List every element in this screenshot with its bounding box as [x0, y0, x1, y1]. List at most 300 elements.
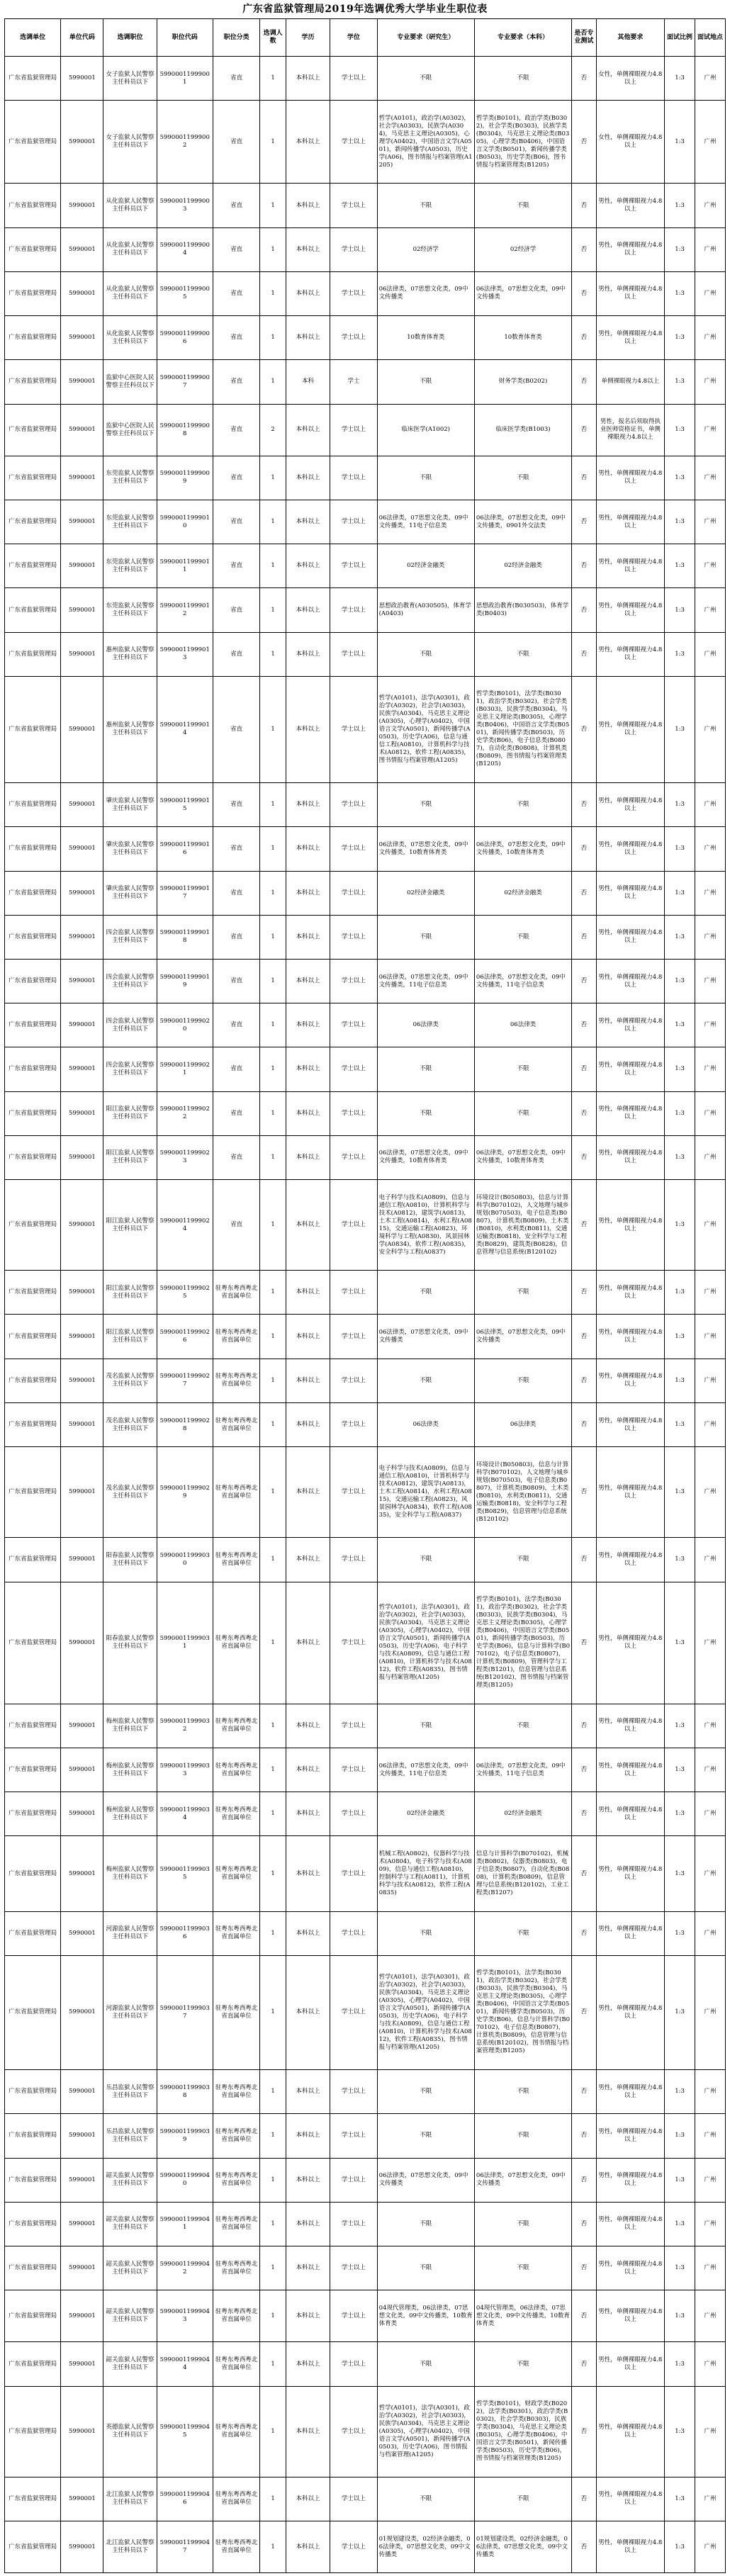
table-cell: 思想政治教育(A030505)，体育学(A0403): [377, 588, 474, 632]
table-cell: 1: [260, 2158, 286, 2202]
table-cell: 广东省监狱管理局: [5, 2158, 61, 2202]
table-row: [5, 588, 726, 632]
table-cell: 学士以上: [330, 1271, 378, 1315]
table-cell: 59900011999045: [157, 2386, 213, 2477]
table-row: [5, 2246, 726, 2290]
table-cell: 本科以上: [286, 1538, 330, 1582]
table-cell: 59900011999010: [157, 500, 213, 544]
table-cell: 驻粤东粤西粤北省直属单位: [213, 2070, 260, 2114]
table-cell: 02经济金融类: [377, 544, 474, 588]
table-cell: 男性，单侧裸眼视力4.8以上: [596, 827, 665, 871]
table-cell: 否: [572, 57, 596, 101]
table-cell: 1: [260, 676, 286, 782]
table-cell: 否: [572, 1359, 596, 1402]
table-cell: 省直: [213, 783, 260, 827]
table-cell: 否: [572, 1180, 596, 1271]
table-row: [5, 2158, 726, 2202]
table-row: [5, 1402, 726, 1446]
table-cell: 59900011999039: [157, 2114, 213, 2158]
table-cell: 否: [572, 101, 596, 184]
table-cell: 1:3: [665, 2202, 695, 2246]
table-cell: 1: [260, 227, 286, 271]
table-cell: 59900011999043: [157, 2290, 213, 2342]
table-cell: 广州: [695, 360, 726, 404]
table-cell: 男性，单侧裸眼视力4.8以上: [596, 184, 665, 227]
table-cell: 广州: [695, 2246, 726, 2290]
table-cell: 广东省监狱管理局: [5, 184, 61, 227]
table-cell: 1:3: [665, 184, 695, 227]
table-cell: 广州: [695, 1582, 726, 1704]
table-cell: 06法律类: [377, 1003, 474, 1047]
table-cell: 1:3: [665, 2290, 695, 2342]
table-cell: 06法律类，07思想文化类，09中文传播类: [474, 2158, 571, 2202]
table-cell: 广东省监狱管理局: [5, 1836, 61, 1911]
table-cell: 梅州监狱人民警察主任科员以下: [103, 1792, 157, 1836]
table-cell: 5990001: [61, 2158, 103, 2202]
table-cell: 东莞监狱人民警察主任科员以下: [103, 588, 157, 632]
table-cell: 学士以上: [330, 1911, 378, 1955]
column-header: 专业要求（研究生）: [377, 19, 474, 57]
table-cell: 学士以上: [330, 1582, 378, 1704]
table-cell: 59900011999037: [157, 1955, 213, 2069]
table-cell: 否: [572, 271, 596, 315]
table-cell: 本科以上: [286, 1271, 330, 1315]
table-cell: 广东省监狱管理局: [5, 1315, 61, 1359]
table-cell: 1:3: [665, 2070, 695, 2114]
table-cell: 学士以上: [330, 1047, 378, 1091]
table-cell: 学士以上: [330, 184, 378, 227]
table-cell: 不限: [474, 57, 571, 101]
table-cell: 学士以上: [330, 1402, 378, 1446]
table-cell: 02经济学: [377, 227, 474, 271]
table-cell: 学士以上: [330, 1792, 378, 1836]
table-cell: 1: [260, 1447, 286, 1538]
table-cell: 省直: [213, 184, 260, 227]
table-cell: 不限: [474, 1359, 571, 1402]
table-cell: 1: [260, 360, 286, 404]
table-cell: 59900011999032: [157, 1704, 213, 1748]
table-cell: 哲学(A0101)，法学(A0301)，政治学(A0302)，社会学(A0303)，民族学(A0304)，马克思主义理论(A0305)，心理学(A0402)，中国语言文学(A0501)，新闻传播学(A0503)，历史学(A06)，信息与通信工程(A0810)，计算机科学与技术(A0812)，软件工程(A0835)，图书情报与档案管理(A1205): [377, 676, 474, 782]
table-cell: 5990001: [61, 1180, 103, 1271]
table-cell: 省直: [213, 915, 260, 959]
table-cell: 男性，单侧裸眼视力4.8以上: [596, 1792, 665, 1836]
table-cell: 本科以上: [286, 1704, 330, 1748]
table-cell: 学士以上: [330, 227, 378, 271]
table-cell: 学士以上: [330, 2158, 378, 2202]
table-cell: 肇庆监狱人民警察主任科员以下: [103, 783, 157, 827]
table-cell: 驻粤东粤西粤北省直属单位: [213, 2290, 260, 2342]
table-cell: 否: [572, 1003, 596, 1047]
table-cell: 广州: [695, 1704, 726, 1748]
table-cell: 59900011999006: [157, 316, 213, 360]
table-cell: 否: [572, 1836, 596, 1911]
table-cell: 茂名监狱人民警察主任科员以下: [103, 1447, 157, 1538]
table-cell: 从化监狱人民警察主任科员以下: [103, 316, 157, 360]
table-cell: 广东省监狱管理局: [5, 544, 61, 588]
table-cell: 广东省监狱管理局: [5, 1582, 61, 1704]
table-cell: 驻粤东粤西粤北省直属单位: [213, 1359, 260, 1402]
table-row: [5, 2114, 726, 2158]
table-row: [5, 544, 726, 588]
table-cell: 1: [260, 1091, 286, 1135]
table-cell: 59900011999003: [157, 184, 213, 227]
table-cell: 不限: [474, 915, 571, 959]
table-cell: 不限: [377, 2202, 474, 2246]
table-cell: 本科以上: [286, 57, 330, 101]
table-cell: 学士以上: [330, 1135, 378, 1179]
table-cell: 5990001: [61, 360, 103, 404]
table-cell: 1:3: [665, 316, 695, 360]
table-cell: 广东省监狱管理局: [5, 1180, 61, 1271]
table-cell: 1:3: [665, 1748, 695, 1792]
table-cell: 不限: [377, 2342, 474, 2386]
table-cell: 学士以上: [330, 1447, 378, 1538]
table-cell: 否: [572, 1271, 596, 1315]
table-cell: 男性，单侧裸眼视力4.8以上: [596, 871, 665, 915]
table-cell: 本科以上: [286, 2202, 330, 2246]
table-cell: 本科以上: [286, 1792, 330, 1836]
table-row: [5, 915, 726, 959]
column-header: 面试地点: [695, 19, 726, 57]
table-cell: 1:3: [665, 1582, 695, 1704]
table-cell: 1: [260, 827, 286, 871]
table-cell: 哲学类(B0101)，法学类(B0301)，政治学类(B0302)，社会学类(B0303)，民族学类(B0304)，马克思主义理论类(B0305)，心理学类(B0406)，中国语言文学类(B0501)，新闻传播学类(B0503)，历史学类(B06)，电子信息类(B0807)，自动化类(B0808)，计算机类(B0809)，图书情报与档案管理类(B1205): [474, 676, 571, 782]
table-cell: 梅州监狱人民警察主任科员以下: [103, 1704, 157, 1748]
table-cell: 10数育体育类: [377, 316, 474, 360]
table-cell: 省直: [213, 959, 260, 1003]
table-cell: 59900011999030: [157, 1538, 213, 1582]
table-cell: 5990001: [61, 1582, 103, 1704]
table-cell: 本科以上: [286, 2070, 330, 2114]
table-cell: 男性，单侧裸眼视力4.8以上: [596, 500, 665, 544]
table-cell: 单侧裸眼视力4.8以上: [596, 360, 665, 404]
column-header: 面试比例: [665, 19, 695, 57]
table-cell: 1:3: [665, 456, 695, 500]
table-cell: 驻粤东粤西粤北省直属单位: [213, 2114, 260, 2158]
table-cell: 1:3: [665, 1047, 695, 1091]
table-cell: 59900011999004: [157, 227, 213, 271]
table-cell: 学士以上: [330, 544, 378, 588]
table-cell: 不限: [377, 783, 474, 827]
table-cell: 广州: [695, 1447, 726, 1538]
table-cell: 学士以上: [330, 404, 378, 456]
table-cell: 1:3: [665, 2158, 695, 2202]
table-cell: 男性，单侧裸眼视力4.8以上: [596, 1047, 665, 1091]
positions-table: [4, 18, 726, 2573]
table-cell: 广州: [695, 2477, 726, 2521]
table-cell: 不限: [474, 456, 571, 500]
table-row: [5, 632, 726, 676]
table-cell: 1: [260, 456, 286, 500]
table-cell: 省直: [213, 360, 260, 404]
column-header: 是否专业测试: [572, 19, 596, 57]
table-cell: 1:3: [665, 2386, 695, 2477]
table-cell: 驻粤东粤西粤北省直属单位: [213, 2521, 260, 2573]
table-cell: 59900011999042: [157, 2246, 213, 2290]
table-cell: 1: [260, 316, 286, 360]
table-cell: 1:3: [665, 101, 695, 184]
table-cell: 不限: [377, 2114, 474, 2158]
table-cell: 广东省监狱管理局: [5, 783, 61, 827]
table-cell: 省直: [213, 1091, 260, 1135]
table-cell: 学士以上: [330, 1003, 378, 1047]
table-cell: 广东省监狱管理局: [5, 57, 61, 101]
table-cell: 男性，单侧裸眼视力4.8以上: [596, 456, 665, 500]
table-cell: 广州: [695, 1911, 726, 1955]
table-cell: 5990001: [61, 227, 103, 271]
table-row: [5, 1359, 726, 1402]
table-cell: 女子监狱人民警察主任科员以下: [103, 101, 157, 184]
table-cell: 1: [260, 915, 286, 959]
table-cell: 否: [572, 1538, 596, 1582]
table-cell: 不限: [377, 360, 474, 404]
table-row: [5, 1704, 726, 1748]
table-cell: 否: [572, 676, 596, 782]
table-cell: 广州: [695, 1003, 726, 1047]
table-cell: 否: [572, 2246, 596, 2290]
table-cell: 02经济学: [474, 227, 571, 271]
table-cell: 哲学类(B0101)，财政学类(B0202)，法学类(B0301)，政治学类(B0302)，社会学类(B0303)，民族学类(B0304)，马克思主义理论类(B0305)，心理学类(B0406)，中国语言文学类(B0501)，新闻传播学类(B0503)，历史学类(B06)，图书情报与档案管理类(B1205): [474, 2386, 571, 2477]
table-cell: 河源监狱人民警察主任科员以下: [103, 1911, 157, 1955]
table-cell: 本科以上: [286, 2114, 330, 2158]
table-cell: 不限: [474, 2246, 571, 2290]
table-cell: 否: [572, 2070, 596, 2114]
table-cell: 59900011999013: [157, 632, 213, 676]
table-cell: 5990001: [61, 1955, 103, 2069]
table-cell: 学士以上: [330, 959, 378, 1003]
table-row: [5, 227, 726, 271]
table-cell: 广东省监狱管理局: [5, 827, 61, 871]
table-cell: 广东省监狱管理局: [5, 2477, 61, 2521]
table-row: [5, 676, 726, 782]
table-cell: 广东省监狱管理局: [5, 2342, 61, 2386]
table-cell: 59900011999027: [157, 1359, 213, 1402]
table-cell: 肇庆监狱人民警察主任科员以下: [103, 871, 157, 915]
table-cell: 茂名监狱人民警察主任科员以下: [103, 1402, 157, 1446]
table-cell: 59900011999028: [157, 1402, 213, 1446]
table-cell: 02经济金融类: [377, 1792, 474, 1836]
table-cell: 06法律类，07思想文化类，09中文传播类，10数育体育类: [474, 1135, 571, 1179]
table-header-row: [5, 19, 726, 57]
table-cell: 学士以上: [330, 2477, 378, 2521]
table-cell: 1:3: [665, 1135, 695, 1179]
table-cell: 1:3: [665, 783, 695, 827]
column-header: 选调职位: [103, 19, 157, 57]
table-cell: 本科以上: [286, 588, 330, 632]
table-cell: 1:3: [665, 1836, 695, 1911]
table-cell: 1: [260, 500, 286, 544]
table-cell: 不限: [377, 1359, 474, 1402]
table-cell: 男性，单侧裸眼视力4.8以上: [596, 1911, 665, 1955]
table-cell: 广东省监狱管理局: [5, 1135, 61, 1179]
table-cell: 哲学类(B0101)，法学类(B0301)，政治学类(B0302)，社会学类(B0303)，民族学类(B0304)，马克思主义理论类(B0305)，心理学类(B0406)，中国语言文学类(B0501)，新闻传播学类(B0503)，历史学类(B06)，信息与计算科学(B070102)，电子信息类(B0807)，计算机类(B0809)，管理科学与工程类(B1201)，信息管理与信息系统(B120102)，图书情报与档案管理类(B1205): [474, 1582, 571, 1704]
table-row: [5, 1091, 726, 1135]
table-cell: 乐昌监狱人民警察主任科员以下: [103, 2070, 157, 2114]
table-cell: 驻粤东粤西粤北省直属单位: [213, 1955, 260, 2069]
table-cell: 5990001: [61, 2342, 103, 2386]
table-row: [5, 1836, 726, 1911]
table-row: [5, 456, 726, 500]
table-cell: 东莞监狱人民警察主任科员以下: [103, 544, 157, 588]
table-cell: 广州: [695, 2114, 726, 2158]
table-cell: 本科以上: [286, 1582, 330, 1704]
table-cell: 1:3: [665, 1271, 695, 1315]
table-cell: 1:3: [665, 1538, 695, 1582]
table-cell: 1: [260, 1047, 286, 1091]
column-header: 单位代码: [61, 19, 103, 57]
table-cell: 本科以上: [286, 2342, 330, 2386]
table-cell: 信息与计算科学(B070102)，机械类(B0802)，仪器类(B0803)，电子信息类(B0807)，自动化类(B0808)，计算机类(B0809)，信息管理与信息系统(B120102)，工业工程类(B1207): [474, 1836, 571, 1911]
table-cell: 本科以上: [286, 1047, 330, 1091]
table-cell: 学士以上: [330, 1091, 378, 1135]
table-cell: 1: [260, 1271, 286, 1315]
table-cell: 广东省监狱管理局: [5, 2070, 61, 2114]
table-cell: 广州: [695, 404, 726, 456]
table-cell: 1:3: [665, 1447, 695, 1538]
table-cell: 1:3: [665, 676, 695, 782]
table-cell: 59900011999002: [157, 101, 213, 184]
table-cell: 本科: [286, 360, 330, 404]
table-cell: 哲学(A0101)，法学(A0301)，政治学(A0302)，社会学(A0303)，民族学(A0304)，马克思主义理论(A0305)，心理学(A0402)，中国语言文学(A0501)，新闻传播学(A0503)，历史学(A06)，电子科学与技术(A0809)，信息与通信工程(A0810)，计算机科学与技术(A0812)，软件工程(A0835)，图书情报与档案管理(A1205): [377, 1582, 474, 1704]
table-cell: 学士以上: [330, 871, 378, 915]
table-cell: 5990001: [61, 544, 103, 588]
table-cell: 1: [260, 2477, 286, 2521]
table-cell: 男性，单侧裸眼视力4.8以上: [596, 1271, 665, 1315]
table-cell: 男性，单侧裸眼视力4.8以上: [596, 1704, 665, 1748]
table-cell: 2: [260, 404, 286, 456]
table-cell: 59900011999021: [157, 1047, 213, 1091]
table-cell: 1:3: [665, 1091, 695, 1135]
table-cell: 学士以上: [330, 1180, 378, 1271]
table-cell: 1:3: [665, 915, 695, 959]
table-cell: 59900011999014: [157, 676, 213, 782]
table-cell: 5990001: [61, 57, 103, 101]
table-cell: 广东省监狱管理局: [5, 2386, 61, 2477]
table-cell: 广州: [695, 2070, 726, 2114]
table-cell: 广州: [695, 271, 726, 315]
table-row: [5, 2202, 726, 2246]
table-cell: 广东省监狱管理局: [5, 1911, 61, 1955]
table-row: [5, 1538, 726, 1582]
table-cell: 学士以上: [330, 2521, 378, 2573]
table-cell: 1:3: [665, 1402, 695, 1446]
table-cell: 1: [260, 2114, 286, 2158]
table-cell: 思想政治教育(B030503)，体育学类(B0403): [474, 588, 571, 632]
table-cell: 59900011999012: [157, 588, 213, 632]
table-cell: 男性，单侧裸眼视力4.8以上: [596, 1315, 665, 1359]
table-cell: 不限: [377, 2246, 474, 2290]
table-cell: 1:3: [665, 57, 695, 101]
table-cell: 哲学类(B0101)，政治学类(B0302)，社会学类(B0303)，民族学类(B0304)，马克思主义理论类(B0305)，心理学类(B0406)，中国语言文学类(B0501)，新闻传播学类(B0503)，历史学类(B06)，图书情报与档案管理类(B1205): [474, 101, 571, 184]
table-cell: 阳江监狱人民警察主任科员以下: [103, 1180, 157, 1271]
table-cell: 学士以上: [330, 1748, 378, 1792]
table-cell: 广州: [695, 959, 726, 1003]
table-cell: 59900011999020: [157, 1003, 213, 1047]
table-cell: 不限: [474, 2477, 571, 2521]
table-cell: 学士以上: [330, 2342, 378, 2386]
table-cell: 不限: [377, 1047, 474, 1091]
table-cell: 男性，单侧裸眼视力4.8以上: [596, 632, 665, 676]
table-cell: 学士以上: [330, 1955, 378, 2069]
table-row: [5, 1792, 726, 1836]
table-cell: 从化监狱人民警察主任科员以下: [103, 271, 157, 315]
table-cell: 59900011999033: [157, 1748, 213, 1792]
table-cell: 广东省监狱管理局: [5, 227, 61, 271]
table-cell: 1: [260, 588, 286, 632]
table-cell: 广州: [695, 1359, 726, 1402]
table-cell: 06法律类，07思想文化类，09中文传播类，11电子信息类: [474, 959, 571, 1003]
table-cell: 1: [260, 2342, 286, 2386]
table-cell: 59900011999026: [157, 1315, 213, 1359]
table-cell: 广州: [695, 544, 726, 588]
table-cell: 1: [260, 544, 286, 588]
table-cell: 男性，单侧裸眼视力4.8以上: [596, 544, 665, 588]
table-cell: 否: [572, 2202, 596, 2246]
column-header: 选调人数: [260, 19, 286, 57]
table-cell: 广东省监狱管理局: [5, 676, 61, 782]
table-cell: 不限: [377, 1911, 474, 1955]
table-cell: 广东省监狱管理局: [5, 1538, 61, 1582]
table-cell: 59900011999044: [157, 2342, 213, 2386]
table-cell: 5990001: [61, 632, 103, 676]
table-cell: 5990001: [61, 2386, 103, 2477]
table-cell: 否: [572, 500, 596, 544]
table-row: [5, 2070, 726, 2114]
table-cell: 1: [260, 1748, 286, 1792]
table-cell: 女子监狱人民警察主任科员以下: [103, 57, 157, 101]
table-cell: 学士以上: [330, 316, 378, 360]
table-cell: 本科以上: [286, 871, 330, 915]
table-cell: 本科以上: [286, 227, 330, 271]
table-cell: 不限: [377, 1271, 474, 1315]
table-cell: 1:3: [665, 959, 695, 1003]
table-cell: 驻粤东粤西粤北省直属单位: [213, 1911, 260, 1955]
table-cell: 哲学(A0101)，法学(A0301)，政治学(A0302)，社会学(A0303)，民族学(A0304)，马克思主义理论(A0305)，心理学(A0402)，中国语言文学(A0501)，新闻传播学(A0503)，历史学(A06)，电子科学与技术(A0809)，信息与通信工程(A0810)，计算机科学与技术(A0812)，软件工程(A0835)，图书情报与档案管理(A1205): [377, 1955, 474, 2069]
table-cell: 学士以上: [330, 2246, 378, 2290]
table-cell: 省直: [213, 1135, 260, 1179]
table-cell: 5990001: [61, 500, 103, 544]
table-cell: 5990001: [61, 2070, 103, 2114]
table-cell: 59900011999001: [157, 57, 213, 101]
table-cell: 否: [572, 2386, 596, 2477]
table-row: [5, 2521, 726, 2573]
table-cell: 学士以上: [330, 456, 378, 500]
table-cell: 否: [572, 588, 596, 632]
table-cell: 否: [572, 1315, 596, 1359]
table-cell: 男性，单侧裸眼视力4.8以上: [596, 1836, 665, 1911]
table-cell: 不限: [377, 1704, 474, 1748]
column-header: 职位代码: [157, 19, 213, 57]
table-cell: 1:3: [665, 871, 695, 915]
table-cell: 59900011999040: [157, 2158, 213, 2202]
table-cell: 5990001: [61, 1447, 103, 1538]
table-cell: 驻粤东粤西粤北省直属单位: [213, 1836, 260, 1911]
table-cell: 1:3: [665, 500, 695, 544]
table-row: [5, 2290, 726, 2342]
table-cell: 广东省监狱管理局: [5, 500, 61, 544]
table-cell: 1: [260, 2070, 286, 2114]
table-cell: 1:3: [665, 271, 695, 315]
column-header: 其他要求: [596, 19, 665, 57]
table-cell: 04现代管理类，06法律类，07思想文化类，09中文传播类，10数育体育类: [474, 2290, 571, 2342]
table-cell: 否: [572, 871, 596, 915]
table-cell: 阳江监狱人民警察主任科员以下: [103, 1091, 157, 1135]
table-cell: 学士以上: [330, 915, 378, 959]
table-cell: 1:3: [665, 2521, 695, 2573]
table-cell: 1: [260, 1955, 286, 2069]
table-cell: 男性，单侧裸眼视力4.8以上: [596, 1402, 665, 1446]
table-cell: 广州: [695, 827, 726, 871]
